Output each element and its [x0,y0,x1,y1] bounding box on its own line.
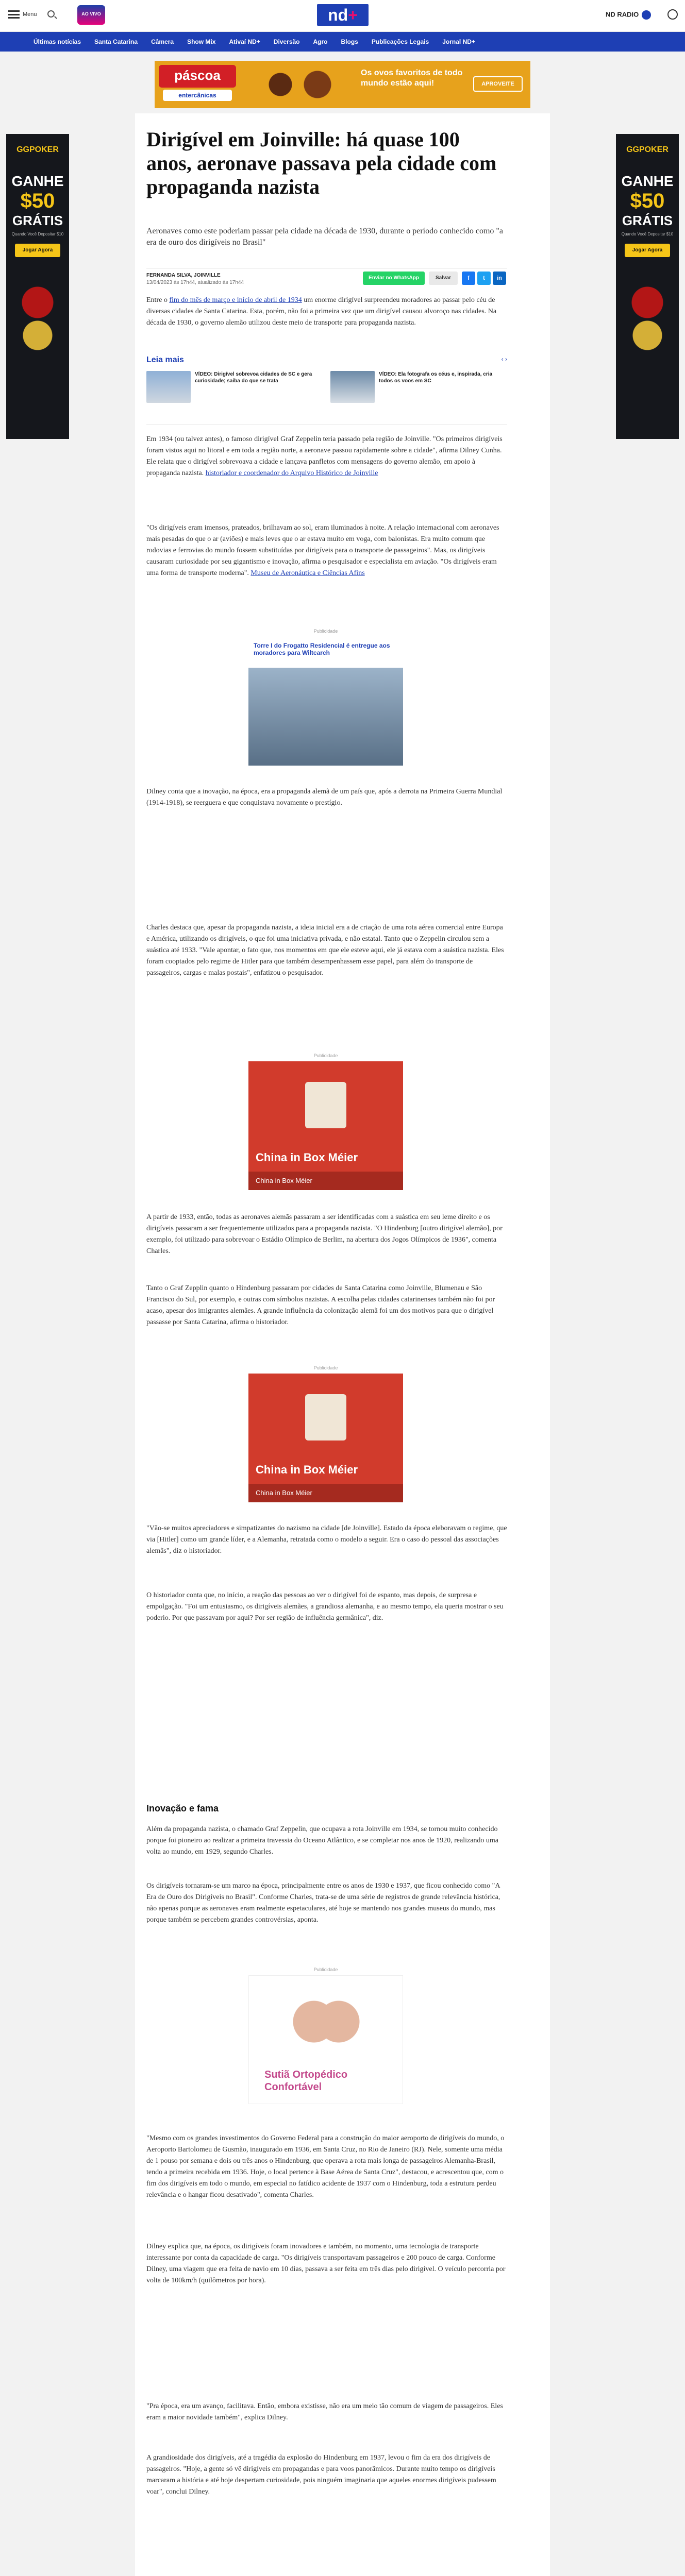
nav-item[interactable]: Blogs [341,38,358,45]
china-ad-bar: China in Box Méier [248,1172,403,1190]
lead-pre: Entre o [146,296,170,304]
china-ad[interactable] [248,1061,403,1190]
nav-item[interactable]: Diversão [273,38,300,45]
torre-ad[interactable] [248,637,403,766]
ad-sub-brand: entercânicas [163,90,232,101]
china-ad[interactable] [248,1374,403,1502]
nav-items [27,32,482,52]
card-thumbnail [146,371,191,403]
side-ad-small: Quando Você Depositar $10 [621,232,674,236]
sutia-ad[interactable] [248,1975,403,2104]
china-ad-name: China in Box Méier [256,1463,358,1476]
nav-item[interactable]: Santa Catarina [94,38,138,45]
ad-label: Publicidade [313,1967,338,1972]
side-ad-line2: GRÁTIS [622,213,673,228]
china-ad-image [305,1394,346,1440]
nav-item[interactable]: Jornal ND+ [442,38,475,45]
paragraph: A partir de 1933, então, todas as aeronaves alemãs passaram a ser identificadas com a suástica em seu leme direito e os dirigíveis passaram a ser frequentemente utilizados para a propaganda nazista. "O Hindenburg [outro dirigível alemão], por exemplo, foi utilizado para sobrevoar o Estádio Olímpico de Berlim, na abertura dos Jogos Olímpicos de 1936", comenta Charles. [146,1213,503,1255]
side-ad-cta[interactable]: Jogar Agora [625,244,670,257]
menu-icon[interactable] [8,10,20,19]
side-ad-small: Quando Você Depositar $10 [11,232,64,236]
ad-brand: páscoa [159,65,236,88]
byline [146,268,507,291]
sutia-ad-text: Sutiã Ortopédico Confortável [264,2069,348,2093]
side-ad-cta[interactable]: Jogar Agora [15,244,60,257]
top-banner-ad[interactable] [155,61,530,108]
ad-label: Publicidade [313,1053,338,1058]
paragraph: O historiador conta que, no início, a reação das pessoas ao ver o dirigível foi de espanto, mas depois, de surpresa e empolgação. "Foi um entusiasmo, os dirigíveis alemães, a grandiosa alemanha, e ao mesmo tempo, ela queria mostrar o seu poderio. Por que passavam por aqui? Por ser região de influência germânica", diz. [146,1591,504,1622]
china-ad-bar: China in Box Méier [248,1484,403,1502]
paragraph: "Vão-se muitos apreciadores e simpatizantes do nazismo na cidade [de Joinville]. Estado da época eleboravam o regime, que via [Hitler] como um grande líder, e a Alemanha, retratada como o modelo a seguir. Era o caso do pessoal das associações alemãs", diz o historiador. [146,1524,507,1555]
share-whatsapp-button[interactable]: Enviar no WhatsApp [363,272,425,285]
paragraph [146,522,507,579]
leia-mais-cards [146,371,507,412]
torre-ad-text: Torre I do Frogatto Residencial é entregue aos moradores para Wiltcarch [248,637,403,668]
ad-text: Os ovos favoritos de todo mundo estão aqui! [361,69,463,88]
ad-eggs-image [253,66,345,103]
nav-item[interactable]: Show Mix [187,38,216,45]
leia-mais-card[interactable] [330,371,507,412]
radio-label: ND RADIO [606,10,639,19]
nav-item[interactable]: Câmera [151,38,174,45]
card-title: VÍDEO: Dirigível sobrevoa cidades de SC e gera curiosidade; saiba do que se trata [195,371,312,384]
paragraph: "Pra época, era um avanço, facilitava. Então, embora existisse, não era um meio tão comum de viagem de passageiros. Eles eram a maior novidade também", explica Dilney. [146,2402,503,2421]
p2-link[interactable]: Museu de Aeronáutica e Ciências Afins [250,569,365,577]
paragraph: Dilney conta que a inovação, na época, era a propaganda alemã de um país que, após a derrota na Primeira Guerra Mundial (1914-1918), se reerguera e que conquistava novamente o prestígio. [146,788,503,807]
side-ad-line1: GANHE [11,173,64,189]
lead-post: um enorme dirigível surpreendeu moradores ao passar pelo céu de diversas cidades de Santa Catarina. Esta, porém, não foi a primeira vez que um dirigível causou alvoroço nas cidades. Na década de 1930, o governo alemão utilizou deste meio de transporte para propaganda nazista. [146,296,497,327]
leia-mais [146,355,507,417]
side-ad-line2: GRÁTIS [12,213,63,228]
article-lead [146,295,507,329]
main-nav [0,32,685,52]
logo-main: nd [328,6,348,24]
search-icon[interactable] [47,10,55,18]
side-ad-chips-image [624,278,671,360]
leia-mais-arrows[interactable]: ‹ › [501,355,507,363]
ad-label: Publicidade [313,1365,338,1370]
nav-item[interactable]: Ativaí ND+ [229,38,260,45]
nav-item[interactable]: Publicações Legais [371,38,429,45]
linkedin-icon[interactable]: in [493,272,506,285]
ad-label: Publicidade [313,629,338,634]
logo-accent: + [348,6,358,24]
nav-item[interactable]: Agro [313,38,328,45]
leia-mais-card[interactable] [146,371,323,412]
china-ad-image [305,1082,346,1128]
section-heading: Inovação e fama [146,1803,219,1814]
nav-item[interactable]: Últimas notícias [34,38,81,45]
ad-cta-button[interactable]: APROVEITE [473,76,523,92]
side-ad-brand: GGPOKER [16,145,59,154]
paragraph: Os dirigíveis tornaram-se um marco na época, principalmente entre os anos de 1930 e 1937, que ficou conhecido como "A Era de Ouro dos Dirigíveis no Brasil". Conforme Charles, trata-se de uma série de registros de grande relevância histórica, não apenas porque as aeronaves eram realmente espetaculares, até hoje se mantendo nos grandes museus do mundo, mas porque também se percebem grandes controvérsias, aponta. [146,1882,500,1924]
paragraph [146,434,507,479]
card-thumbnail [330,371,375,403]
side-ad-line1: GANHE [621,173,674,189]
paragraph: "Mesmo com os grandes investimentos do Governo Federal para a construção do maior aeroporto de dirigíveis do mundo, o Aeroporto Bartolomeu de Gusmão, inaugurado em 1936, em Santa Cruz, no Rio de Janeiro (RJ). Nele, somente uma média de 1 pouso por semana e dois ou três anos o Hindenburg, que operava a rota mais longa de passageiros Alemanha-Brasil, tendo a primeira recebida em 1936. Hoje, o local pertence à Base Aérea de Santa Cruz", destacou, e acrescentou que, com o fim dos dirigíveis em todo o mundo, em especial no fatídico acidente de 1937 com o Hindenburg, toda a estrutura perdeu relevância e o hangar ficou desativado", comenta Charles. [146,2134,505,2199]
radio-link[interactable] [606,10,652,20]
p1-link[interactable]: historiador e coordenador do Arquivo Histórico de Joinville [205,469,378,477]
article-title: Dirigível em Joinville: há quase 100 anos, aeronave passava pela cidade com propaganda nazista [146,128,497,198]
leia-mais-title: Leia mais [146,355,184,364]
right-side-ad[interactable] [616,134,679,439]
author-name[interactable]: FERNANDA SILVA, JOINVILLE [146,273,221,278]
facebook-icon[interactable]: f [462,272,475,285]
p2-text: "Os dirigíveis eram imensos, prateados, brilhavam ao sol, eram iluminados à noite. A relação internacional com aeronaves mais pesadas do que o ar (aviões) e mais leves que o ar estava muito em voga, com balonistas. Era muito comum que rodovias e ferrovias do mundo fossem substituídas por dirigíveis para o transporte de passageiros". Mas, os dirigíveis causaram curiosidade por seu gigantismo e inovação, afirma o pesquisador e especialista em aviação. "Os dirigíveis eram uma forma de transporte moderna". [146,524,499,577]
china-ad-name: China in Box Méier [256,1151,358,1164]
sutia-ad-image [285,1983,367,2060]
side-ad-chips-image [14,278,61,360]
paragraph: Além da propaganda nazista, o chamado Graf Zeppelin, que ocupava a rota Joinville em 1934, se tornou muito conhecido porque foi pioneiro ao realizar a primeira travessia do Oceano Atlântico, e se completar nos anos de 1920, realizando uma volta ao mundo, em 1929, segundo Charles. [146,1825,499,1856]
radio-play-icon [642,10,651,20]
side-ad-amount: $50 [20,190,55,212]
article [135,113,550,2576]
card-title: VÍDEO: Ela fotografa os céus e, inspirada, cria todos os voos em SC [379,371,493,384]
torre-ad-image [248,668,403,766]
top-header [0,0,685,32]
lead-link[interactable]: fim do mês de março e início de abril de 1934 [169,296,302,304]
paragraph: Tanto o Graf Zepplin quanto o Hindenburg passaram por cidades de Santa Catarina como Joinville, Blumenau e São Francisco do Sul, por exemplo, e outras com símbolos nazistas. A escolha pelas cidades catarinenses também não foi por acaso, apesar dos imigrantes alemães. A grande influência da colonização alemã foi um dos motivos para que o dirigível passasse por Santa Catarina, afirma o historiador. [146,1284,495,1326]
twitter-icon[interactable]: t [477,272,491,285]
side-ad-brand: GGPOKER [626,145,669,154]
p1-text: Em 1934 (ou talvez antes), o famoso dirigível Graf Zeppelin teria passado pela região de Joinville. "Os primeiros dirigíveis foram vistos aqui no litoral e em toda a região norte, a aeronave passou rapidamente sobre a cidade", afirma Dilney Cunha. Ele relata que o dirigível sobrevoava a cidade e lançava panfletos com mensagens do governo alemão, em apoio à propaganda nazista. [146,435,503,477]
paragraph: Charles destaca que, apesar da propaganda nazista, a ideia inicial era a de criação de uma rota aérea comercial entre Europa e América, utilizando os dirigíveis, o que foi uma iniciativa privada, e não estatal. Tanto que o Zeppelin circulou sem a suástica até 1933. "Vale apontar, o fato que, nos momentos em que ele esteve aqui, ele já estava com a suástica nazista. Eles foram cooptados pelo regime de Hitler para que também desempenhassem esse papel, para além do transporte de passageiros, cargas e malas postais", enfatizou o pesquisador. [146,924,504,977]
save-button[interactable]: Salvar [429,272,458,285]
article-subtitle: Aeronaves como este poderiam passar pela cidade na década de 1930, durante o período conhecido como "a era de ouro dos dirigíveis no Brasil" [146,227,504,247]
publish-date: 13/04/2023 às 17h44, atualizado às 17h44 [146,280,244,285]
site-logo[interactable] [317,4,369,26]
user-icon[interactable] [667,9,678,20]
menu-label[interactable]: Menu [23,11,37,18]
side-ad-amount: $50 [630,190,665,212]
paragraph: Dilney explica que, na época, os dirigíveis foram inovadores e também, no momento, uma tecnologia de transporte interessante por conta da capacidade de carga. "Os dirigíveis transportavam passageiros e 200 pouco de carga. Conforme Dilney, uma viagem que era feita de navio em 10 dias, passava a ser feita em três dias pelo dirigível. O veículo percorria por volta de 100km/h (quilômetros por hora). [146,2243,506,2284]
paragraph: A grandiosidade dos dirigíveis, até a tragédia da explosão do Hindenburg em 1937, levou o fim da era dos dirigíveis de passageiros. "Hoje, a gente só vê dirigíveis em propagandas e para voos panorâmicos. Durante muito tempo os dirigíveis marcaram a história e até hoje despertam curiosidade, pois ninguém imaginaria que aqueles enormes dirigíveis pudessem voar", conclui Dilney. [146,2454,496,2496]
left-side-ad[interactable] [6,134,69,439]
live-badge[interactable]: AO VIVO [77,5,105,25]
